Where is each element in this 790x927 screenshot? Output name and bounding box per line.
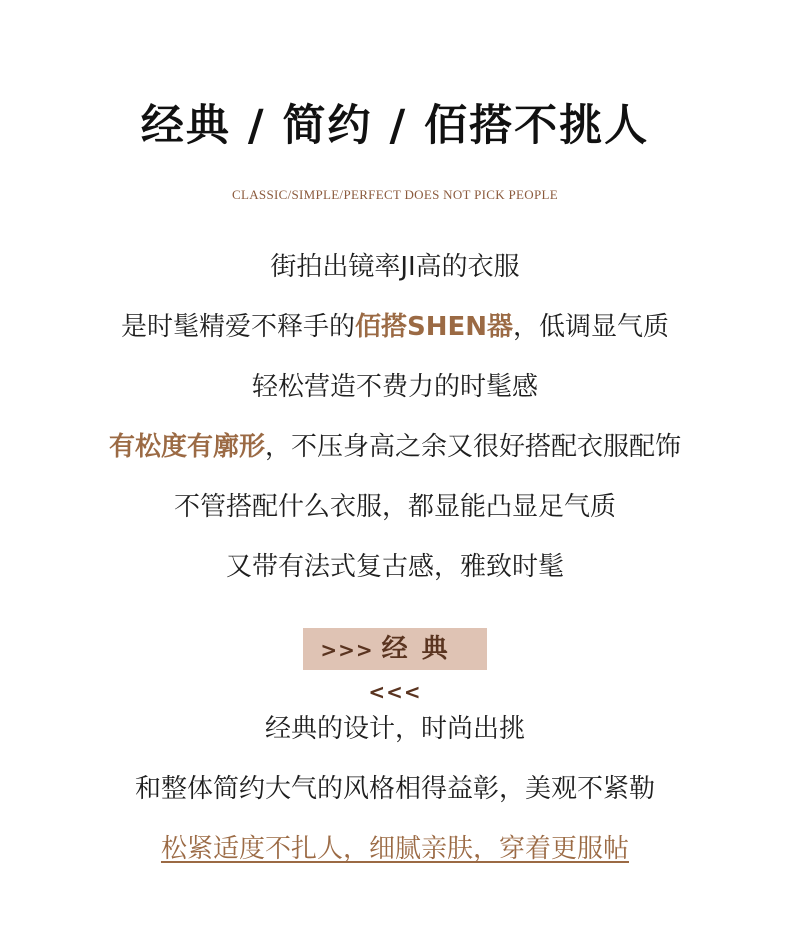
badge-right-arrows: <<< — [368, 680, 422, 704]
text-line-7: 经典的设计，时尚出挑 — [264, 714, 525, 744]
text-line-8: 和整体简约大气的风格相得益彰，美观不紧勒 — [134, 774, 655, 804]
badge-left-arrows: >>> — [320, 638, 374, 662]
text-line-2 — [0, 310, 790, 344]
section-badge-wrap — [0, 628, 790, 703]
highlight-shen-qi: 佰搭SHEN器 — [354, 312, 513, 342]
text-line-4 — [0, 430, 790, 464]
text-line-5: 不管搭配什么衣服，都显能凸显足气质 — [173, 492, 616, 522]
highlight-song-du: 有松度有廓形 — [108, 432, 265, 462]
text-line-9 — [0, 832, 790, 866]
text-line-2-pre: 是时髦精爱不释手的 — [120, 312, 355, 342]
text-line-1: 街拍出镜率JI高的衣服 — [270, 252, 520, 282]
page-title: 经典 / 简约 / 佰搭不挑人 — [140, 101, 650, 151]
text-line-3: 轻松营造不费力的时髦感 — [251, 372, 538, 402]
badge-title: 经典 — [381, 634, 462, 664]
section-badge — [303, 628, 487, 704]
text-line-6: 又带有法式复古感，雅致时髦 — [225, 552, 564, 582]
underlined-highlight: 松紧适度不扎人，细腻亲肤，穿着更服帖 — [160, 834, 629, 864]
page-subtitle: CLASSIC/SIMPLE/PERFECT DOES NOT PICK PEOPLE — [232, 187, 558, 202]
text-line-4-post: ，不压身高之余又很好搭配衣服配饰 — [265, 432, 682, 462]
text-line-2-post: ，低调显气质 — [513, 312, 670, 342]
